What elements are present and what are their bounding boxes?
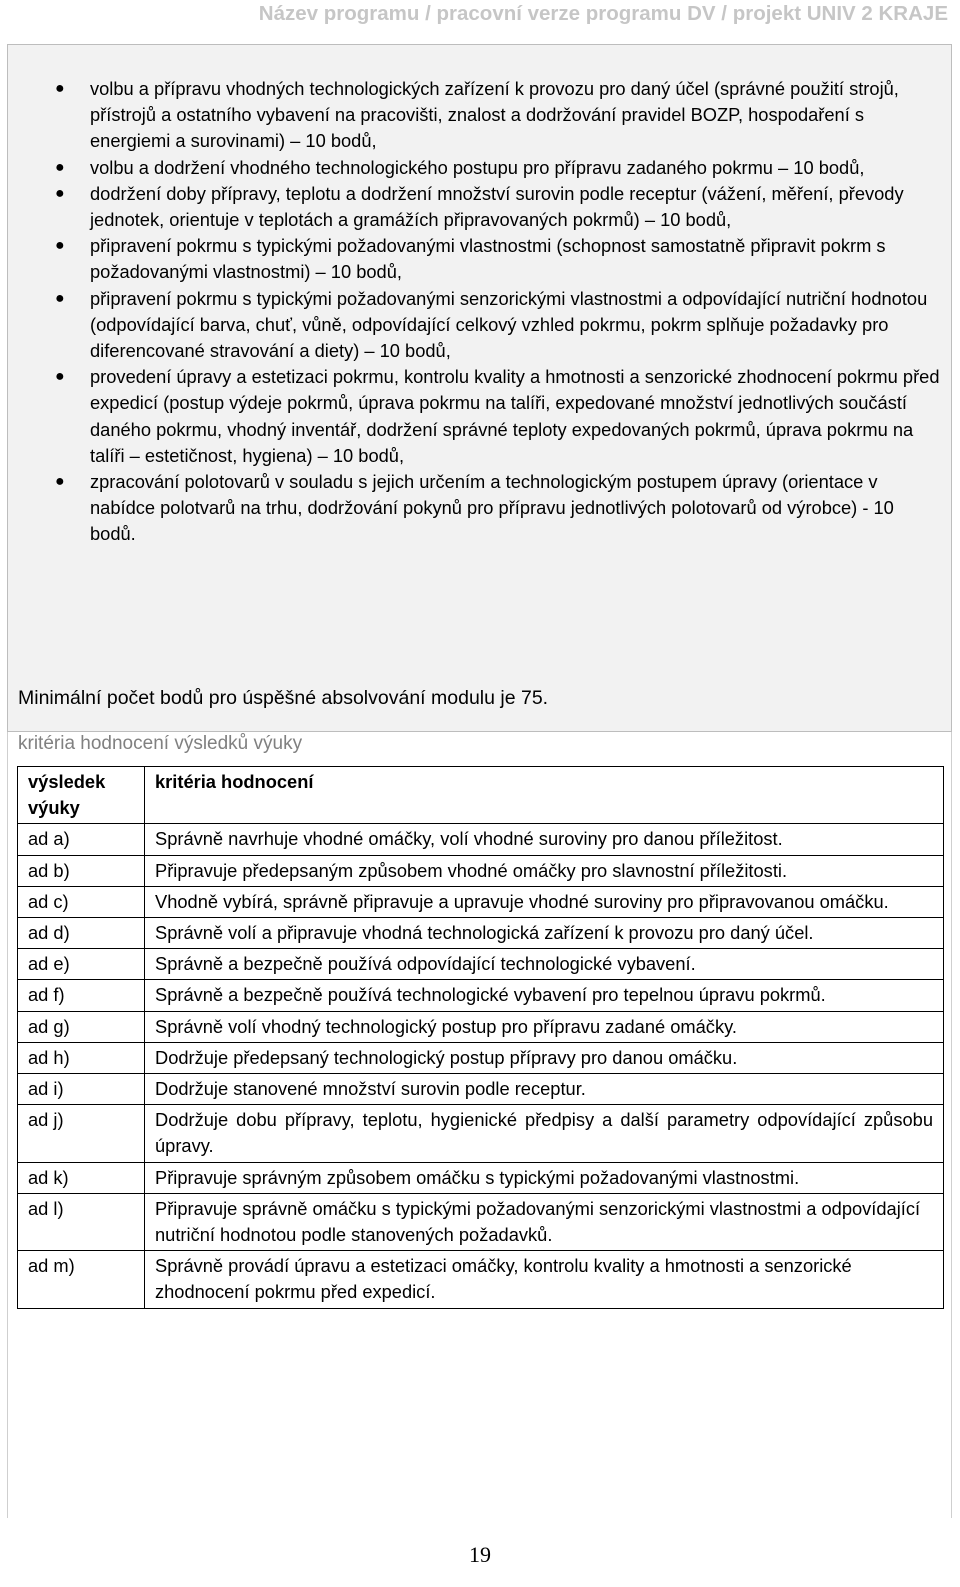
table-row: [18, 918, 944, 949]
row-criterion: Správně provádí úpravu a estetizaci omáčky, kontrolu kvality a hmotnosti a senzorické zhodnocení pokrmu před expedicí.: [145, 1251, 944, 1308]
bullet-icon: ●: [55, 237, 65, 255]
row-id: ad j): [18, 1105, 145, 1162]
row-id: ad i): [18, 1074, 145, 1105]
min-points-statement: Minimální počet bodů pro úspěšné absolvování modulu je 75.: [18, 687, 549, 709]
table-row: [18, 824, 944, 855]
table-row: [18, 1251, 944, 1308]
row-criterion: Správně volí a připravuje vhodná technologická zařízení k provozu pro daný účel.: [145, 918, 944, 949]
row-criterion: Správně a bezpečně používá odpovídající technologické vybavení.: [145, 949, 944, 980]
frame-line-right: [951, 732, 952, 1518]
row-criterion: Správně volí vhodný technologický postup pro přípravu zadané omáčky.: [145, 1011, 944, 1042]
row-id: ad d): [18, 918, 145, 949]
table-row: [18, 1105, 944, 1162]
list-item-text: připravení pokrmu s typickými požadovanými vlastnostmi (schopnost samostatně připravit pokrm s požadovanými vlastnostmi) – 10 bodů,: [90, 235, 886, 283]
running-header: Název programu / pracovní verze programu DV / projekt UNIV 2 KRAJE: [258, 2, 948, 25]
list-item: [0, 181, 960, 233]
table-row: [18, 1162, 944, 1193]
bullet-icon: ●: [55, 184, 65, 202]
table-header-row: [18, 767, 944, 824]
assessment-bullet-list: [0, 76, 960, 548]
row-criterion: Správně navrhuje vhodné omáčky, volí vhodné suroviny pro danou příležitost.: [145, 824, 944, 855]
row-criterion: Připravuje správně omáčku s typickými požadovanými senzorickými vlastnostmi a odpovídající nutriční hodnotou podle stanovených požadavků.: [145, 1193, 944, 1250]
table-row: [18, 1011, 944, 1042]
row-criterion: Dodržuje předepsaný technologický postup přípravy pro danou omáčku.: [145, 1042, 944, 1073]
table-row: [18, 1042, 944, 1073]
list-item-text: volbu a dodržení vhodného technologického postupu pro přípravu zadaného pokrmu – 10 bodů,: [90, 156, 865, 178]
table-row: [18, 1193, 944, 1250]
table-row: [18, 949, 944, 980]
list-item: [0, 155, 960, 181]
row-criterion: Připravuje předepsaným způsobem vhodné omáčky pro slavnostní příležitosti.: [145, 855, 944, 886]
bullet-icon: ●: [55, 289, 65, 307]
row-id: ad a): [18, 824, 145, 855]
list-item-text: zpracování polotovarů v souladu s jejich určením a technologickým postupem úpravy (orientace v nabídce polotvarů na trhu, dodržování pokynů pro přípravu jednotlivých polotovarů od výrobce) - 10 bodů.: [90, 471, 894, 545]
row-id: ad k): [18, 1162, 145, 1193]
list-item-text: volbu a přípravu vhodných technologických zařízení k provozu pro daný účel (správné použití strojů, přístrojů a ostatního vybavení na pracovišti, znalost a dodržování pravidel BOZP, hospodaření s energiemi a surovinami) – 10 bodů,: [90, 78, 899, 152]
table-row: [18, 980, 944, 1011]
criteria-table: [17, 766, 944, 1309]
row-id: ad c): [18, 886, 145, 917]
row-id: ad h): [18, 1042, 145, 1073]
list-item: [0, 76, 960, 155]
row-criterion: Vhodně vybírá, správně připravuje a upravuje vhodné suroviny pro připravovanou omáčku.: [145, 886, 944, 917]
frame-line-left: [7, 732, 8, 1518]
list-item-text: provedení úpravy a estetizaci pokrmu, kontrolu kvality a hmotnosti a senzorické zhodnocení pokrmu před expedicí (postup výdeje pokrmů, úprava pokrmu na talíři, expedované množství jednotlivých součástí daného pokrmu, vhodný inventář, dodržení správné teploty expedovaných pokrmů, úprava pokrmu na talíři – estetičnost, hygiena) – 10 bodů,: [90, 366, 940, 466]
list-item: [0, 364, 960, 469]
section-title: kritéria hodnocení výsledků výuky: [18, 733, 303, 754]
list-item-text: připravení pokrmu s typickými požadovanými senzorickými vlastnostmi a odpovídající nutriční hodnotou (odpovídající barva, chuť, vůně, odpovídající celkový vzhled pokrmu, pokrm splňuje požadavky pro diferencované stravování a diety) – 10 bodů,: [90, 287, 928, 362]
row-id: ad g): [18, 1011, 145, 1042]
row-id: ad e): [18, 949, 145, 980]
row-criterion: Správně a bezpečně používá technologické vybavení pro tepelnou úpravu pokrmů.: [145, 980, 944, 1011]
table-row: [18, 1074, 944, 1105]
column-header-result: výsledek výuky: [18, 767, 145, 824]
row-criterion: Dodržuje stanovené množství surovin podle receptur.: [145, 1074, 944, 1105]
row-criterion: Dodržuje dobu přípravy, teplotu, hygienické předpisy a další parametry odpovídající způsobu úpravy.: [145, 1105, 944, 1162]
column-header-criteria: kritéria hodnocení: [145, 767, 944, 824]
bullet-icon: ●: [55, 80, 65, 97]
row-criterion: Připravuje správným způsobem omáčku s typickými požadovanými vlastnostmi.: [145, 1162, 944, 1193]
row-id: ad m): [18, 1251, 145, 1308]
table-row: [18, 855, 944, 886]
bullet-icon: ●: [55, 368, 65, 386]
page-number: 19: [469, 1542, 491, 1567]
list-item-text: dodržení doby přípravy, teplotu a dodržení množství surovin podle receptur (vážení, měření, převody jednotek, orientuje v teplotách a gramážích připravovaných pokrmů) – 10 bodů,: [90, 182, 904, 231]
bullet-icon: ●: [55, 473, 65, 491]
list-item: [0, 233, 960, 285]
list-item: [0, 286, 960, 365]
bullet-icon: ●: [55, 158, 65, 176]
row-id: ad l): [18, 1193, 145, 1250]
list-item: [0, 469, 960, 548]
table-row: [18, 886, 944, 917]
row-id: ad b): [18, 855, 145, 886]
row-id: ad f): [18, 980, 145, 1011]
